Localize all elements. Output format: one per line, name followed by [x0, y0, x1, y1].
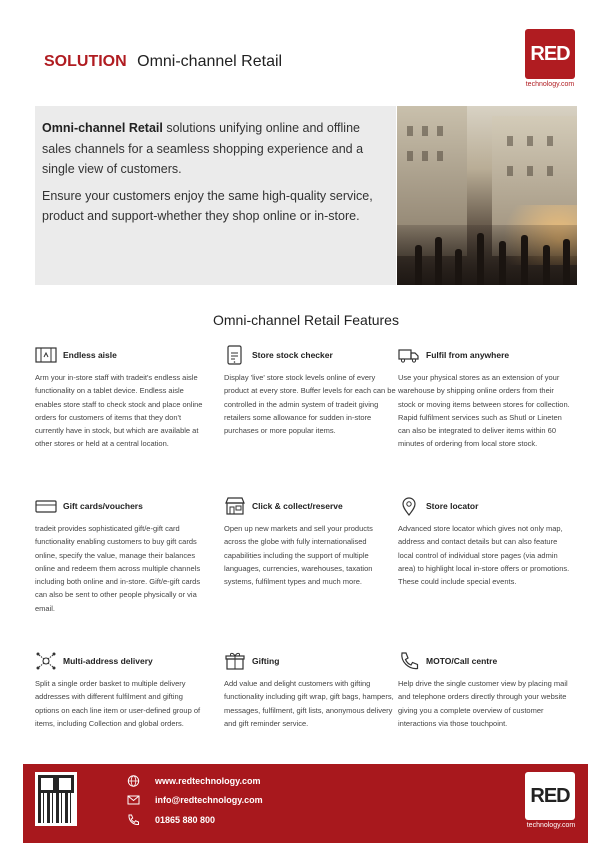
feature-description: Open up new markets and sell your products across the globe with fully internationalised capabilities including the support of multiple languages, currencies, warehouses, taxation systems, fulfilment types and much more. [224, 524, 373, 587]
photo-window [507, 136, 513, 146]
feature-fulfil-from-anywhere [398, 345, 570, 451]
features-heading: Omni-channel Retail Features [213, 312, 399, 328]
envelope-icon [127, 794, 141, 806]
feature-title: Store stock checker [252, 350, 333, 360]
photo-window [437, 126, 443, 136]
photo-window [437, 151, 443, 161]
feature-description: Arm your in-store staff with tradeit's endless aisle functionality on a tablet device. Endless aisle enables store staff to check stock and place online orders for customers of items that they don't currently have in stock, but which are available at other stores or held at a central location. [35, 373, 203, 449]
photo-person [543, 245, 550, 285]
email-link[interactable]: info@redtechnology.com [155, 795, 263, 805]
feature-title: Click & collect/reserve [252, 501, 343, 511]
feature-title: Store locator [426, 501, 479, 511]
photo-person [415, 245, 422, 285]
intro-panel [35, 106, 396, 285]
feature-description: Add value and delight customers with gifting functionality including gift wrap, gift bags, hampers, messages, fulfilment, gift lists, anonymous delivery and gift reminder service. [224, 679, 394, 728]
feature-description: tradeit provides sophisticated gift/e-gift card functionality enabling customers to buy gift cards online, specify the value, manage their balances online and redeem them across multiple channels including both online and in-store. Gift/e-gift cards can also be sent to other people physically or via email. [35, 524, 201, 613]
photo-window [527, 136, 533, 146]
feature-gifting [224, 651, 396, 730]
feature-title: Multi-address delivery [63, 656, 153, 666]
photo-crowd [397, 225, 577, 285]
feature-title: Fulfil from anywhere [426, 350, 510, 360]
website-link[interactable]: www.redtechnology.com [155, 776, 261, 786]
photo-person [435, 237, 442, 285]
solution-title: Omni-channel Retail [137, 53, 283, 70]
photo-window [422, 151, 428, 161]
intro-lead-rest: solutions unifying online and offline sales channels for a seamless shopping experience and a single view of customers. [42, 121, 364, 176]
tablet-icon [224, 345, 248, 365]
feature-description: Help drive the single customer view by placing mail and telephone orders directly through your website giving you a complete overview of customer interactions via those touchpoint. [398, 679, 568, 728]
solution-tag: SOLUTION [44, 53, 127, 70]
feature-store-stock-checker [224, 345, 396, 437]
feature-description: Split a single order basket to multiple delivery addresses with different fulfilment and gifting options on each line item or user-defined group of items, including Collection and global orders. [35, 679, 201, 728]
logo-subtext: technology.com [525, 81, 575, 88]
storefront-icon [224, 496, 248, 516]
footer [23, 764, 588, 843]
feature-title: Endless aisle [63, 350, 117, 360]
street-photo [397, 106, 577, 285]
intro-paragraph-2: Ensure your customers enjoy the same high-quality service, product and support-whether they shop online or in-store. [42, 188, 373, 223]
red-technology-logo[interactable] [523, 29, 577, 88]
intro-paragraph-1 [42, 118, 388, 180]
qr-code[interactable] [35, 772, 77, 826]
footer-logo-subtext: technology.com [526, 822, 576, 829]
feature-gift-cards [35, 496, 207, 615]
photo-person [563, 239, 570, 285]
qr-code-pattern [38, 775, 74, 823]
phone-icon [127, 814, 141, 826]
logo-mark: RED [525, 29, 575, 79]
photo-person [499, 241, 506, 285]
feature-store-locator [398, 496, 570, 588]
globe-icon [127, 775, 141, 787]
photo-person [477, 233, 484, 285]
feature-description: Advanced store locator which gives not only map, address and contact details but can also feature local control of individual store pages (via admin area) to highlight local in-store offers or promotions. These could include special events. [398, 524, 570, 587]
photo-window [507, 166, 513, 176]
feature-description: Display 'live' store stock levels online of every product at every store. Buffer levels for each can be controlled in the admin system of tradeit giving retailers some allowance for sudden in-store purchases or more popular items. [224, 373, 396, 436]
photo-window [422, 126, 428, 136]
photo-window [407, 126, 413, 136]
aisle-icon [35, 345, 59, 365]
footer-logo-mark: RED [525, 772, 575, 820]
photo-window [527, 166, 533, 176]
footer-logo[interactable] [523, 772, 579, 829]
phone-number[interactable]: 01865 880 800 [155, 815, 216, 825]
photo-window [407, 151, 413, 161]
contact-email[interactable] [127, 794, 263, 806]
phone-icon [398, 651, 422, 671]
feature-moto-call-centre [398, 651, 570, 730]
feature-title: MOTO/Call centre [426, 656, 498, 666]
contact-website[interactable] [127, 775, 261, 787]
feature-title: Gift cards/vouchers [63, 501, 143, 511]
photo-window [547, 136, 553, 146]
feature-title: Gifting [252, 656, 280, 666]
photo-person [521, 235, 528, 285]
photo-person [455, 249, 462, 285]
location-pin-icon [398, 496, 422, 516]
truck-icon [398, 345, 422, 365]
page-title [44, 53, 282, 71]
photo-window [547, 166, 553, 176]
feature-click-collect [224, 496, 396, 588]
feature-endless-aisle [35, 345, 207, 451]
gift-icon [224, 651, 248, 671]
feature-description: Use your physical stores as an extension of your warehouse by shipping online orders from their stock or moving items between stores for collection. Rapid fulfilment services such as Shutl or Lineten can also be integrated to deliver items within 60 minutes of ordering from local store stock. [398, 373, 570, 449]
contact-phone[interactable] [127, 814, 215, 826]
feature-multi-address-delivery [35, 651, 207, 730]
gift-card-icon [35, 496, 59, 516]
intro-lead-bold: Omni-channel Retail [42, 121, 163, 135]
network-icon [35, 651, 59, 671]
